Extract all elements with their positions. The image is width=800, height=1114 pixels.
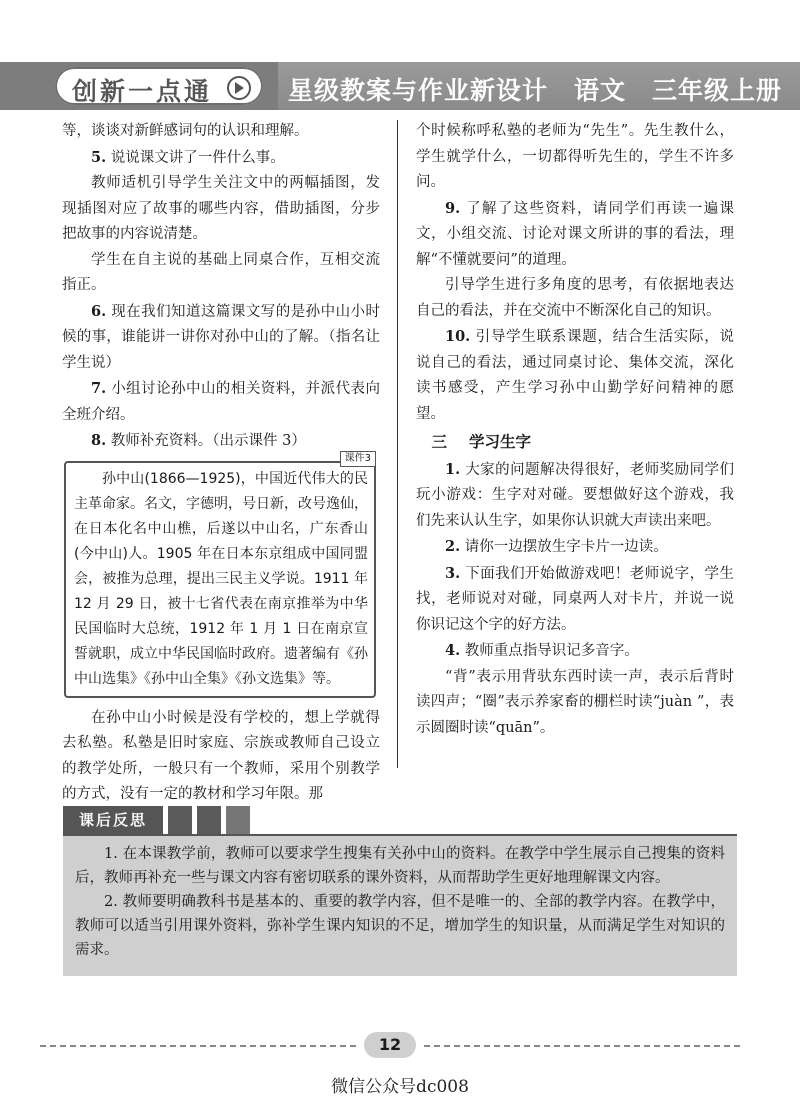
paragraph: “背”表示用背驮东西时读一声，表示后背时读四声；“圈”表示养家畜的棚栏时读“juàn ”，表示圆圈时读“quān”。 [416,668,734,736]
step-text: 了解了这些资料，请同学们再读一遍课文，小组交流、讨论对课文所讲的事的看法，理解“不懂就要问”的道理。 [416,200,734,268]
reflection-box [63,836,737,976]
step-text: 教师重点指导识记多音字。 [460,643,639,659]
paragraph: 教师适机引导学生关注文中的两幅插图，发现插图对应了故事的哪些内容，借助插图，分步把故事的内容说清楚。 [62,175,380,242]
step-number: 4. [445,642,461,659]
step-number: 1. [445,460,461,478]
page-header [0,62,800,110]
step-text: 下面我们开始做游戏吧！老师说字，学生找，老师说对对碰，同桌两人对卡片，并说一说你识记这个字的好方法。 [416,565,734,633]
step-text: 引导学生联系课题，结合生活实际，说说自己的看法，通过同桌讨论、集体交流，深化读书感受，产生学习孙中山勤学好问精神的愿望。 [416,329,734,422]
paragraph: 学生在自主说的基础上同桌合作，互相交流指正。 [62,251,380,293]
step-text: 现在我们知道这篇课文写的是孙中山小时候的事，谁能讲一讲你对孙中山的了解。（指名让学生说） [62,303,380,371]
sub-step-3 [416,561,734,639]
reflection-item: 2. 教师要明确教科书是基本的、重要的教学内容，但不是唯一的、全部的教学内容。在教学中，教师可以适当引用课外资料，弥补学生课内知识的不足，增加学生的知识量，从而满足学生对知识的需求。 [75,894,725,958]
courseware-box [64,452,376,698]
column-divider [397,120,398,768]
step-number: 7. [91,380,107,397]
watermark: 微信公众号dc008 [331,1077,469,1097]
step-text: 请你一边摆放生字卡片一边读。 [460,539,668,555]
decor-square [197,806,221,834]
right-column [416,119,734,741]
decor-square [168,806,192,834]
step-number: 9. [445,199,461,217]
courseware-tag: 课件3 [340,451,376,467]
brand-name: 创新一点通 [72,77,213,106]
play-circle-icon [227,76,251,100]
footer-dash-right [424,1045,740,1047]
step-text: 小组讨论孙中山的相关资料，并派代表向全班介绍。 [62,381,380,423]
step-5 [62,145,380,172]
step-number: 3. [445,564,461,582]
section-number: 三 [431,432,448,451]
step-text: 说说课文讲了一件什么事。 [106,149,285,166]
reflection-item: 1. 在本课教学前，教师可以要求学生搜集有关孙中山的资料。在教学中学生展示自己搜集的资料后，教师再补充一些与课文内容有密切联系的课外资料，从而帮助学生更好地理解课文内容。 [75,846,725,886]
step-number: 2. [445,538,461,555]
step-text: 教师补充资料。（出示课件 3） [106,433,306,449]
courseware-text: 孙中山(1866—1925)，中国近代伟大的民主革命家。名文，字德明，号日新，改号逸仙，在日本化名中山樵，后遂以中山名，广东香山(今中山)人。1905 年在日本东京组成中国同盟会，被推为总理，提出三民主义学说。1911 年 12 月 29 日，被十七省代表在南京推举为中华民国临时大总统，1912 年 1 月 1 日在南京宣誓就职，成立中华民国临时政府。遗著编有《孙中山选集》《孙中山全集》《孙文选集》等。 [74,470,368,687]
page-number: 12 [364,1032,416,1058]
book-title: 星级教案与作业新设计 语文 三年级上册 [288,76,783,105]
left-column [62,119,380,808]
paragraph: 在孙中山小时候是没有学校的，想上学就得去私塾。私塾是旧时家庭、宗族或教师自己设立的教学处所，一般只有一个教师，采用个别教学的方式，没有一定的教材和学习年限。那 [62,709,380,802]
step-number: 5. [91,148,107,166]
footer-dash-left [40,1045,356,1047]
step-7 [62,376,380,428]
paragraph: 个时候称呼私塾的老师为“先生”。先生教什么，学生就学什么，一切都得听先生的，学生不许多问。 [416,123,734,190]
sub-step-4 [416,638,734,665]
sub-step-1 [416,457,734,535]
paragraph: 等，谈谈对新鲜感词句的认识和理解。 [62,123,309,139]
decor-square [226,806,250,834]
step-9 [416,196,734,274]
step-number: 8. [91,432,107,449]
step-number: 6. [91,302,107,320]
step-text: 大家的问题解决得很好，老师奖励同学们玩小游戏：生字对对碰。要想做好这个游戏，我们先来认认生字，如果你认识就大声读出来吧。 [416,461,734,529]
sub-step-2 [416,534,734,561]
section-heading [416,429,734,455]
paragraph: 引导学生进行多角度的思考，有依据地表达自己的看法，并在交流中不断深化自己的知识。 [416,277,734,319]
section-title: 学习生字 [469,432,532,451]
step-6 [62,299,380,377]
step-8 [62,428,380,455]
step-number: 10. [445,328,471,345]
step-10 [416,324,734,427]
reflection-label: 课后反思 [63,806,163,834]
